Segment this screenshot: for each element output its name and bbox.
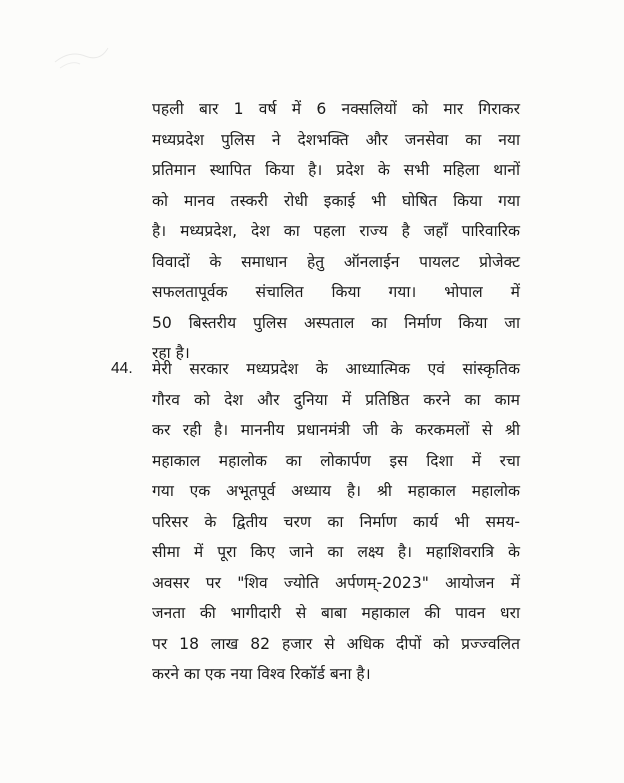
paragraph-continuation [152, 94, 520, 369]
text-line: को मानव तस्करी रोधी इकाई भी घोषित किया गया [152, 191, 520, 210]
text-line: अवसर पर "शिव ज्योति अर्पणम्-2023" आयोजन में [152, 573, 520, 592]
paragraph-number: 44. [111, 360, 133, 377]
text-line: पर 18 लाख 82 हजार से अधिक दीपों को प्रज्ज्वलित [152, 634, 520, 653]
text-line: सफलतापूर्वक संचालित किया गया। भोपाल में [152, 283, 520, 301]
text-line: जनता की भागीदारी से बाबा महाकाल की पावन धरा [152, 604, 520, 622]
text-line: मध्यप्रदेश पुलिस ने देशभक्ति और जनसेवा का नया [152, 130, 520, 149]
text-line: मेरी सरकार मध्यप्रदेश के आध्यात्मिक एवं सांस्कृतिक [152, 360, 520, 378]
text-line-last: करने का एक नया विश्व रिकॉर्ड बना है। [152, 665, 371, 683]
text-line: गया एक अभूतपूर्व अध्याय है। श्री महाकाल महालोक [152, 482, 520, 500]
text-line: पहली बार 1 वर्ष में 6 नक्सलियों को मार गिराकर [152, 100, 520, 118]
text-line: सीमा में पूरा किए जाने का लक्ष्य है। महाशिवरात्रि के [152, 543, 520, 561]
text-line: प्रतिमान स्थापित किया है। प्रदेश के सभी महिला थानों [152, 161, 520, 179]
text-line: है। मध्यप्रदेश, देश का पहला राज्य है जहाँ पारिवारिक [152, 222, 520, 240]
paragraph-44 [152, 354, 520, 690]
text-line: गौरव को देश और दुनिया में प्रतिष्ठित करने का काम [152, 390, 520, 409]
scan-smudge [50, 42, 110, 72]
text-line: विवादों के समाधान हेतु ऑनलाईन पायलट प्रोजेक्ट [152, 252, 520, 271]
text-line: कर रही है। माननीय प्रधानमंत्री जी के करकमलों से श्री [152, 421, 520, 439]
text-line: 50 बिस्तरीय पुलिस अस्पताल का निर्माण किया जा [152, 313, 520, 332]
text-line: परिसर के द्वितीय चरण का निर्माण कार्य भी समय- [152, 512, 520, 531]
text-line-last: रहा है। [152, 344, 190, 362]
text-line: महाकाल महालोक का लोकार्पण इस दिशा में रचा [152, 451, 520, 470]
